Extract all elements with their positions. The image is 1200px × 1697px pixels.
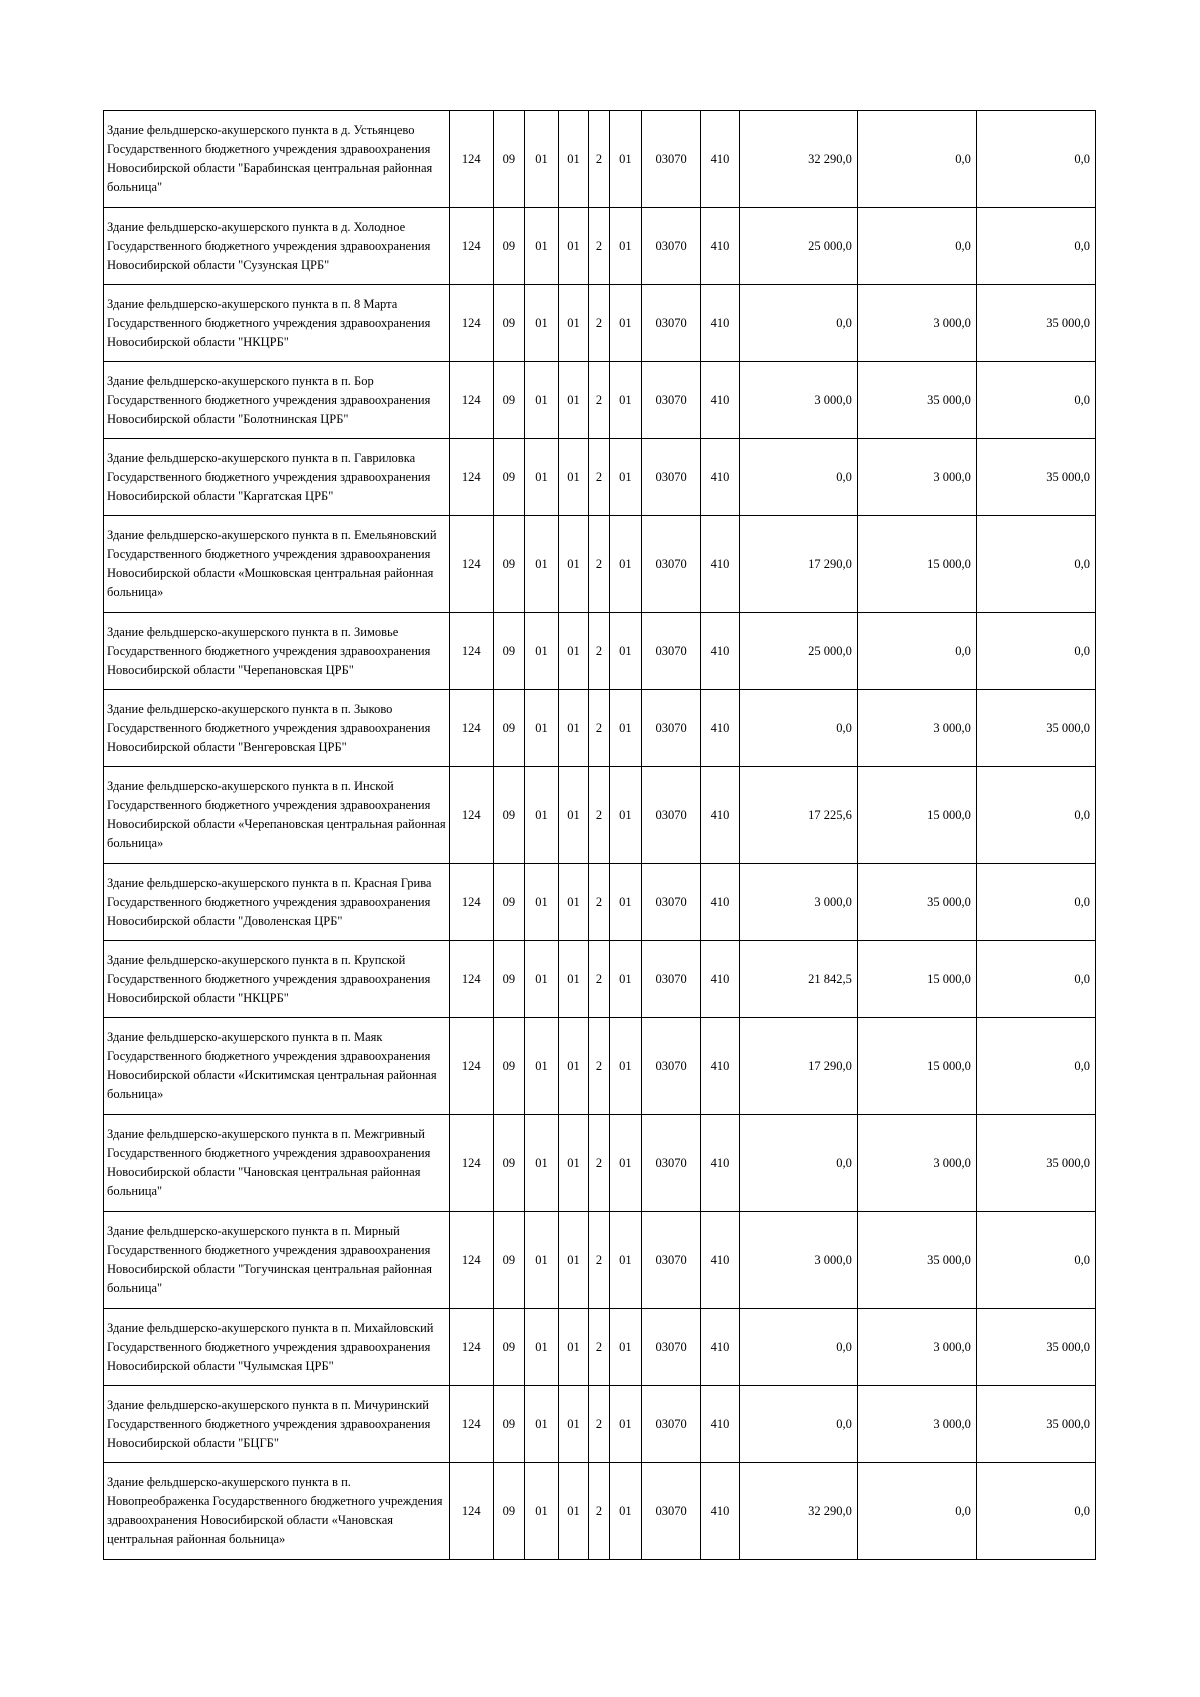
code-subprogram: 01 (609, 362, 642, 439)
code-program: 01 (558, 690, 589, 767)
code-chapter: 124 (449, 767, 493, 864)
object-name: Здание фельдшерско-акушерского пункта в п. Межгривный Государственного бюджетного учреждения здравоохранения Новосибирской области "Чановская центральная районная больница" (104, 1115, 450, 1212)
code-program: 01 (558, 941, 589, 1018)
code-section: 09 (493, 1386, 525, 1463)
code-section: 09 (493, 1212, 525, 1309)
code-direction: 2 (589, 1018, 609, 1115)
amount-year-2: 0,0 (857, 111, 976, 208)
code-program: 01 (558, 613, 589, 690)
amount-year-2: 35 000,0 (857, 362, 976, 439)
code-section: 09 (493, 285, 525, 362)
amount-year-1: 0,0 (739, 1309, 857, 1386)
code-subsection: 01 (525, 111, 559, 208)
code-expense-type: 410 (701, 439, 740, 516)
table-row (104, 1463, 1096, 1560)
amount-year-3: 0,0 (976, 208, 1095, 285)
budget-table (103, 110, 1096, 1560)
code-subsection: 01 (525, 1309, 559, 1386)
code-target: 03070 (642, 362, 701, 439)
code-direction: 2 (589, 1212, 609, 1309)
code-chapter: 124 (449, 1018, 493, 1115)
amount-year-3: 0,0 (976, 1018, 1095, 1115)
code-subsection: 01 (525, 690, 559, 767)
code-target: 03070 (642, 864, 701, 941)
amount-year-3: 35 000,0 (976, 439, 1095, 516)
code-section: 09 (493, 439, 525, 516)
amount-year-2: 15 000,0 (857, 767, 976, 864)
object-name: Здание фельдшерско-акушерского пункта в п. Зыково Государственного бюджетного учреждения здравоохранения Новосибирской области "Венгеровская ЦРБ" (104, 690, 450, 767)
code-direction: 2 (589, 208, 609, 285)
code-subprogram: 01 (609, 285, 642, 362)
amount-year-3: 0,0 (976, 516, 1095, 613)
code-program: 01 (558, 111, 589, 208)
amount-year-1: 25 000,0 (739, 208, 857, 285)
object-name: Здание фельдшерско-акушерского пункта в п. Емельяновский Государственного бюджетного учреждения здравоохранения Новосибирской области «Мошковская центральная районная больница» (104, 516, 450, 613)
code-section: 09 (493, 516, 525, 613)
object-name: Здание фельдшерско-акушерского пункта в п. Крупской Государственного бюджетного учреждения здравоохранения Новосибирской области "НКЦРБ" (104, 941, 450, 1018)
code-program: 01 (558, 362, 589, 439)
code-subsection: 01 (525, 1115, 559, 1212)
code-expense-type: 410 (701, 941, 740, 1018)
object-name: Здание фельдшерско-акушерского пункта в п. Инской Государственного бюджетного учреждения здравоохранения Новосибирской области «Черепановская центральная районная больница» (104, 767, 450, 864)
amount-year-3: 35 000,0 (976, 1309, 1095, 1386)
amount-year-2: 3 000,0 (857, 1309, 976, 1386)
code-section: 09 (493, 690, 525, 767)
amount-year-2: 35 000,0 (857, 864, 976, 941)
code-target: 03070 (642, 690, 701, 767)
code-subprogram: 01 (609, 1212, 642, 1309)
object-name: Здание фельдшерско-акушерского пункта в п. Мирный Государственного бюджетного учреждения здравоохранения Новосибирской области "Тогучинская центральная районная больница" (104, 1212, 450, 1309)
code-expense-type: 410 (701, 1309, 740, 1386)
code-direction: 2 (589, 1309, 609, 1386)
code-chapter: 124 (449, 362, 493, 439)
amount-year-3: 0,0 (976, 111, 1095, 208)
table-row (104, 285, 1096, 362)
code-target: 03070 (642, 1212, 701, 1309)
amount-year-1: 0,0 (739, 1386, 857, 1463)
code-chapter: 124 (449, 285, 493, 362)
code-section: 09 (493, 864, 525, 941)
code-target: 03070 (642, 1018, 701, 1115)
code-target: 03070 (642, 1463, 701, 1560)
code-subprogram: 01 (609, 864, 642, 941)
code-target: 03070 (642, 208, 701, 285)
table-row (104, 1018, 1096, 1115)
amount-year-3: 35 000,0 (976, 1386, 1095, 1463)
code-expense-type: 410 (701, 613, 740, 690)
code-subprogram: 01 (609, 1115, 642, 1212)
table-row (104, 1212, 1096, 1309)
amount-year-1: 3 000,0 (739, 1212, 857, 1309)
code-section: 09 (493, 1463, 525, 1560)
code-chapter: 124 (449, 1386, 493, 1463)
code-program: 01 (558, 1212, 589, 1309)
table-row (104, 864, 1096, 941)
amount-year-3: 35 000,0 (976, 1115, 1095, 1212)
code-program: 01 (558, 1386, 589, 1463)
code-direction: 2 (589, 1115, 609, 1212)
code-program: 01 (558, 439, 589, 516)
object-name: Здание фельдшерско-акушерского пункта в п. 8 Марта Государственного бюджетного учреждения здравоохранения Новосибирской области "НКЦРБ" (104, 285, 450, 362)
code-subprogram: 01 (609, 613, 642, 690)
code-subsection: 01 (525, 362, 559, 439)
code-program: 01 (558, 767, 589, 864)
code-chapter: 124 (449, 690, 493, 767)
code-chapter: 124 (449, 208, 493, 285)
code-subsection: 01 (525, 1386, 559, 1463)
amount-year-2: 3 000,0 (857, 285, 976, 362)
code-chapter: 124 (449, 1115, 493, 1212)
table-row (104, 362, 1096, 439)
code-section: 09 (493, 362, 525, 439)
amount-year-2: 0,0 (857, 208, 976, 285)
code-target: 03070 (642, 1309, 701, 1386)
table-row (104, 1115, 1096, 1212)
amount-year-1: 0,0 (739, 690, 857, 767)
table-row (104, 516, 1096, 613)
object-name: Здание фельдшерско-акушерского пункта в д. Устьянцево Государственного бюджетного учреждения здравоохранения Новосибирской области "Барабинская центральная районная больница" (104, 111, 450, 208)
code-subsection: 01 (525, 516, 559, 613)
code-expense-type: 410 (701, 1212, 740, 1309)
code-direction: 2 (589, 690, 609, 767)
code-subprogram: 01 (609, 767, 642, 864)
code-section: 09 (493, 1309, 525, 1386)
amount-year-1: 0,0 (739, 285, 857, 362)
code-subprogram: 01 (609, 690, 642, 767)
code-expense-type: 410 (701, 285, 740, 362)
code-direction: 2 (589, 613, 609, 690)
code-subsection: 01 (525, 208, 559, 285)
amount-year-1: 3 000,0 (739, 362, 857, 439)
code-direction: 2 (589, 941, 609, 1018)
code-subprogram: 01 (609, 1018, 642, 1115)
code-subprogram: 01 (609, 208, 642, 285)
code-expense-type: 410 (701, 516, 740, 613)
object-name: Здание фельдшерско-акушерского пункта в п. Зимовье Государственного бюджетного учреждения здравоохранения Новосибирской области "Черепановская ЦРБ" (104, 613, 450, 690)
amount-year-3: 0,0 (976, 864, 1095, 941)
amount-year-3: 0,0 (976, 1212, 1095, 1309)
table-body (104, 111, 1096, 1560)
code-subsection: 01 (525, 613, 559, 690)
code-target: 03070 (642, 767, 701, 864)
code-direction: 2 (589, 864, 609, 941)
code-program: 01 (558, 1115, 589, 1212)
code-subprogram: 01 (609, 111, 642, 208)
amount-year-3: 0,0 (976, 767, 1095, 864)
code-target: 03070 (642, 1115, 701, 1212)
code-section: 09 (493, 941, 525, 1018)
code-subsection: 01 (525, 439, 559, 516)
object-name: Здание фельдшерско-акушерского пункта в д. Холодное Государственного бюджетного учреждения здравоохранения Новосибирской области "Сузунская ЦРБ" (104, 208, 450, 285)
amount-year-1: 32 290,0 (739, 111, 857, 208)
table-row (104, 111, 1096, 208)
amount-year-2: 3 000,0 (857, 1115, 976, 1212)
code-program: 01 (558, 285, 589, 362)
code-expense-type: 410 (701, 1115, 740, 1212)
table-row (104, 767, 1096, 864)
object-name: Здание фельдшерско-акушерского пункта в п. Бор Государственного бюджетного учреждения здравоохранения Новосибирской области "Болотнинская ЦРБ" (104, 362, 450, 439)
amount-year-2: 3 000,0 (857, 690, 976, 767)
code-section: 09 (493, 613, 525, 690)
code-chapter: 124 (449, 111, 493, 208)
code-subsection: 01 (525, 767, 559, 864)
table-row (104, 690, 1096, 767)
amount-year-1: 21 842,5 (739, 941, 857, 1018)
code-subprogram: 01 (609, 516, 642, 613)
table-row (104, 1386, 1096, 1463)
object-name: Здание фельдшерско-акушерского пункта в п. Новопреображенка Государственного бюджетного учреждения здравоохранения Новосибирской области «Чановская центральная районная больница» (104, 1463, 450, 1560)
code-target: 03070 (642, 941, 701, 1018)
code-subprogram: 01 (609, 1463, 642, 1560)
table-row (104, 208, 1096, 285)
table-row (104, 941, 1096, 1018)
code-target: 03070 (642, 613, 701, 690)
amount-year-1: 25 000,0 (739, 613, 857, 690)
code-subsection: 01 (525, 864, 559, 941)
code-section: 09 (493, 1018, 525, 1115)
code-program: 01 (558, 1018, 589, 1115)
amount-year-1: 17 290,0 (739, 516, 857, 613)
code-chapter: 124 (449, 516, 493, 613)
code-program: 01 (558, 864, 589, 941)
code-expense-type: 410 (701, 362, 740, 439)
amount-year-3: 0,0 (976, 941, 1095, 1018)
amount-year-2: 0,0 (857, 1463, 976, 1560)
code-chapter: 124 (449, 613, 493, 690)
code-direction: 2 (589, 1386, 609, 1463)
code-chapter: 124 (449, 1463, 493, 1560)
code-target: 03070 (642, 111, 701, 208)
amount-year-3: 35 000,0 (976, 690, 1095, 767)
code-section: 09 (493, 208, 525, 285)
code-expense-type: 410 (701, 111, 740, 208)
code-section: 09 (493, 767, 525, 864)
amount-year-1: 0,0 (739, 439, 857, 516)
amount-year-2: 15 000,0 (857, 516, 976, 613)
code-subsection: 01 (525, 941, 559, 1018)
amount-year-2: 15 000,0 (857, 941, 976, 1018)
code-target: 03070 (642, 285, 701, 362)
code-program: 01 (558, 1309, 589, 1386)
code-direction: 2 (589, 1463, 609, 1560)
code-subprogram: 01 (609, 1309, 642, 1386)
code-subsection: 01 (525, 1018, 559, 1115)
code-direction: 2 (589, 285, 609, 362)
code-expense-type: 410 (701, 690, 740, 767)
amount-year-3: 0,0 (976, 362, 1095, 439)
code-subsection: 01 (525, 285, 559, 362)
object-name: Здание фельдшерско-акушерского пункта в п. Гавриловка Государственного бюджетного учреждения здравоохранения Новосибирской области "Каргатская ЦРБ" (104, 439, 450, 516)
amount-year-1: 3 000,0 (739, 864, 857, 941)
code-direction: 2 (589, 111, 609, 208)
code-chapter: 124 (449, 1309, 493, 1386)
code-target: 03070 (642, 1386, 701, 1463)
code-section: 09 (493, 1115, 525, 1212)
code-direction: 2 (589, 767, 609, 864)
amount-year-3: 35 000,0 (976, 285, 1095, 362)
code-target: 03070 (642, 439, 701, 516)
code-expense-type: 410 (701, 1386, 740, 1463)
code-program: 01 (558, 516, 589, 613)
code-direction: 2 (589, 439, 609, 516)
code-subsection: 01 (525, 1463, 559, 1560)
code-expense-type: 410 (701, 208, 740, 285)
amount-year-2: 3 000,0 (857, 439, 976, 516)
table-row (104, 439, 1096, 516)
code-section: 09 (493, 111, 525, 208)
object-name: Здание фельдшерско-акушерского пункта в п. Михайловский Государственного бюджетного учреждения здравоохранения Новосибирской области "Чулымская ЦРБ" (104, 1309, 450, 1386)
code-subprogram: 01 (609, 1386, 642, 1463)
object-name: Здание фельдшерско-акушерского пункта в п. Мичуринский Государственного бюджетного учреждения здравоохранения Новосибирской области "БЦГБ" (104, 1386, 450, 1463)
code-expense-type: 410 (701, 864, 740, 941)
amount-year-2: 0,0 (857, 613, 976, 690)
code-chapter: 124 (449, 864, 493, 941)
table-row (104, 613, 1096, 690)
amount-year-2: 3 000,0 (857, 1386, 976, 1463)
amount-year-3: 0,0 (976, 613, 1095, 690)
code-target: 03070 (642, 516, 701, 613)
code-expense-type: 410 (701, 1463, 740, 1560)
amount-year-1: 17 225,6 (739, 767, 857, 864)
code-chapter: 124 (449, 941, 493, 1018)
amount-year-1: 0,0 (739, 1115, 857, 1212)
code-subsection: 01 (525, 1212, 559, 1309)
code-direction: 2 (589, 362, 609, 439)
code-chapter: 124 (449, 439, 493, 516)
code-expense-type: 410 (701, 1018, 740, 1115)
object-name: Здание фельдшерско-акушерского пункта в п. Красная Грива Государственного бюджетного учреждения здравоохранения Новосибирской области "Доволенская ЦРБ" (104, 864, 450, 941)
amount-year-1: 17 290,0 (739, 1018, 857, 1115)
code-subprogram: 01 (609, 941, 642, 1018)
amount-year-2: 15 000,0 (857, 1018, 976, 1115)
code-chapter: 124 (449, 1212, 493, 1309)
code-subprogram: 01 (609, 439, 642, 516)
code-direction: 2 (589, 516, 609, 613)
amount-year-3: 0,0 (976, 1463, 1095, 1560)
code-program: 01 (558, 1463, 589, 1560)
amount-year-2: 35 000,0 (857, 1212, 976, 1309)
table-row (104, 1309, 1096, 1386)
amount-year-1: 32 290,0 (739, 1463, 857, 1560)
object-name: Здание фельдшерско-акушерского пункта в п. Маяк Государственного бюджетного учреждения здравоохранения Новосибирской области «Искитимская центральная районная больница» (104, 1018, 450, 1115)
code-program: 01 (558, 208, 589, 285)
code-expense-type: 410 (701, 767, 740, 864)
